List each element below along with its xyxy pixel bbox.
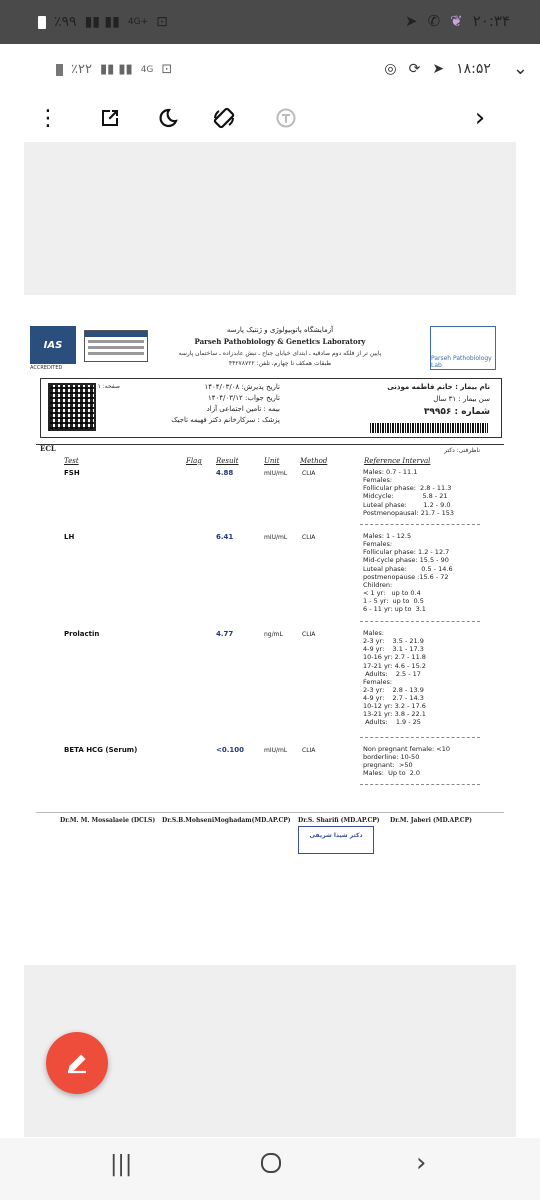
rotate-button[interactable] (206, 100, 242, 136)
col-method: Method (300, 457, 328, 465)
inner-battery-level: ٪۲۲ (71, 62, 92, 77)
battery-icon (38, 16, 46, 29)
lab-address: پایین تر از فلکه دوم صادقیه ـ ابتدای خیابان جناح ـ نبش عابدزاده ـ ساختمان پارسه (178, 350, 382, 357)
sim-icon: ⊡ (156, 14, 168, 30)
leaf-icon: ❦ (450, 12, 463, 30)
test-method: CLIA (302, 534, 316, 541)
test-result: <0.100 (216, 746, 245, 754)
patient-barcode (370, 423, 488, 433)
signal-icon: ▮▮ ▮▮ (84, 14, 120, 30)
patient-name: نام بیمار : خانم فاطمه موذنی (387, 383, 490, 391)
status-right (405, 12, 510, 30)
parseh-logo (430, 326, 496, 370)
text-recognition-button[interactable] (268, 100, 304, 136)
sim-icon: ⊡ (161, 62, 173, 77)
status-left (38, 14, 168, 30)
network-type: 4G+ (127, 17, 149, 27)
col-unit: Unit (264, 457, 280, 465)
test-result: 4.88 (216, 469, 234, 477)
test-reference: Males: 2-3 yr: 3.5 - 21.9 4-9 yr: 3.1 - 17.3 10-16 yr: 2.7 - 11.8 17-21 yr: 4.6 - 15.2 Adults: 2.5 - 17 Females: 2-3 yr: 2.8 - 13.9 4-9 yr: 2.7 - 14.3 10-12 yr: 3.2 - 17.6 13-21 yr: 3.8 - 22.1 Adults: 1.9 - 25 (363, 629, 426, 727)
inner-status-right (384, 58, 528, 79)
lab-floors: طبقات همکف تا چهارم، تلفن: ۴۴۲۷۸۷۲۲ (228, 360, 332, 367)
chevron-down-icon[interactable]: ⌄ (512, 58, 528, 79)
instagram-icon: ◎ (384, 60, 397, 77)
patient-age: سن بیمار : ۳۱ سال (433, 395, 490, 403)
col-result: Result (216, 457, 239, 465)
test-unit: mIU/mL (264, 747, 288, 754)
col-reference: Reference Interval (364, 457, 431, 465)
stamp-text: دکتر شیدا شریفی (309, 832, 363, 839)
test-method: CLIA (302, 631, 316, 638)
test-method: CLIA (302, 470, 316, 477)
inner-status-left (56, 62, 172, 77)
admit-date: تاریخ پذیرش: ۱۴۰۴/۰۳/۰۸ (204, 383, 280, 391)
home-icon (260, 1152, 282, 1174)
test-name: LH (64, 533, 75, 541)
row-divider (360, 737, 480, 739)
inner-time: ۱۸:۵۲ (456, 60, 491, 77)
col-flag: Flag (186, 457, 202, 465)
test-unit: ng/mL (264, 631, 283, 638)
doctor-4: Dr.M. Jaberi (MD.AP.CP) (390, 817, 472, 824)
test-reference: Males: 1 - 12.5 Females: Follicular phase: 1.2 - 12.7 Mid-cycle phase: 15.5 - 90 Luteal phase: 0.5 - 14.6 postmenopause :15.6 - 72 Children: < 1 yr: up to 0.4 1 - 5 yr: up to 0.5 6 - 11 yr: up to 3.1 (363, 532, 453, 614)
doctor-3: Dr.S. Sharifi (MD.AP.CP) (298, 817, 380, 824)
accredited-label: ACCREDITED (30, 365, 63, 371)
doctor-1: Dr.M. M. Mossalaeie (DCLS) (60, 817, 156, 824)
test-reference: Non pregnant female: <10 borderline: 10-50 pregnant: >50 Males: Up to 2.0 (363, 745, 451, 778)
send-icon: ➤ (404, 12, 418, 30)
referring-doctor: پزشک : سرکارخانم دکتر فهیمه تاجیک (171, 416, 280, 424)
footer-divider (36, 812, 504, 813)
pencil-icon (64, 1050, 90, 1076)
patient-number: شماره : ۳۹۹۵۶ (423, 407, 490, 417)
night-mode-button[interactable] (150, 100, 186, 136)
rotate-icon (212, 106, 236, 130)
phone-icon: ✆ (427, 12, 441, 30)
answer-date: تاریخ جواب: ۱۴۰۴/۰۳/۱۲ (207, 394, 280, 402)
test-unit: mIU/mL (264, 534, 288, 541)
viewer-background-top (24, 142, 516, 295)
moon-icon (157, 107, 179, 129)
parseh-logo-caption: Parseh Pathobiology Lab (431, 355, 492, 369)
insurance: بیمه : تامین اجتماعی آزاد (206, 405, 280, 413)
test-name: BETA HCG (Serum) (64, 746, 138, 754)
test-name: Prolactin (64, 630, 100, 638)
test-method: CLIA (302, 747, 316, 754)
home-button[interactable] (260, 1152, 282, 1180)
back-button[interactable]: › (416, 1148, 427, 1178)
open-external-icon (99, 107, 121, 129)
section-ecl: ECL (40, 444, 56, 453)
edit-button[interactable] (46, 1032, 108, 1094)
lab-name-fa: آزمایشگاه پاتوبیولوژی و ژنتیک پارسه (226, 326, 334, 334)
more-options-button[interactable]: ⋮ (37, 105, 59, 131)
send-icon: ➤ (432, 60, 445, 77)
open-external-button[interactable] (92, 100, 128, 136)
doctor-stamp (298, 826, 374, 854)
next-button[interactable]: › (474, 103, 486, 133)
inner-network-type: 4G (140, 64, 154, 75)
test-result: 6.41 (216, 533, 234, 541)
col-test: Test (64, 457, 79, 465)
recents-button[interactable]: ||| (110, 1152, 133, 1177)
text-icon (275, 107, 297, 129)
battery-icon (56, 64, 63, 76)
certificate-badge (84, 330, 148, 362)
test-name: FSH (64, 469, 80, 477)
doctor-2: Dr.S.B.MohseniMoghadam(MD.AP.CP) (162, 817, 291, 824)
ias-logo: IAS (30, 326, 76, 364)
qr-code (48, 383, 96, 431)
section-divider (36, 444, 504, 445)
sync-icon: ⟳ (408, 60, 421, 77)
battery-level: ٪۹۹ (54, 14, 77, 30)
test-reference: Males: 0.7 - 11.1 Females: Follicular phase: 2.8 - 11.3 Midcycle: 5.8 - 21 Luteal phase: 1.2 - 9.0 Postmenopausal: 21.7 - 153 (363, 468, 455, 517)
status-time: ۲۰:۳۴ (472, 12, 510, 30)
signal-icon: ▮▮ ▮▮ (99, 62, 133, 77)
test-result: 4.77 (216, 630, 234, 638)
row-divider (360, 524, 480, 526)
row-divider (360, 621, 480, 623)
row-divider (360, 784, 480, 786)
page-number: صفحه: ۱ از ۱ (85, 383, 120, 390)
technical-supervisor: ناظرفنی: دکتر (444, 447, 480, 454)
lab-name-en: Parseh Pathobiology & Genetics Laboratory (194, 337, 366, 346)
test-unit: mIU/mL (264, 470, 288, 477)
